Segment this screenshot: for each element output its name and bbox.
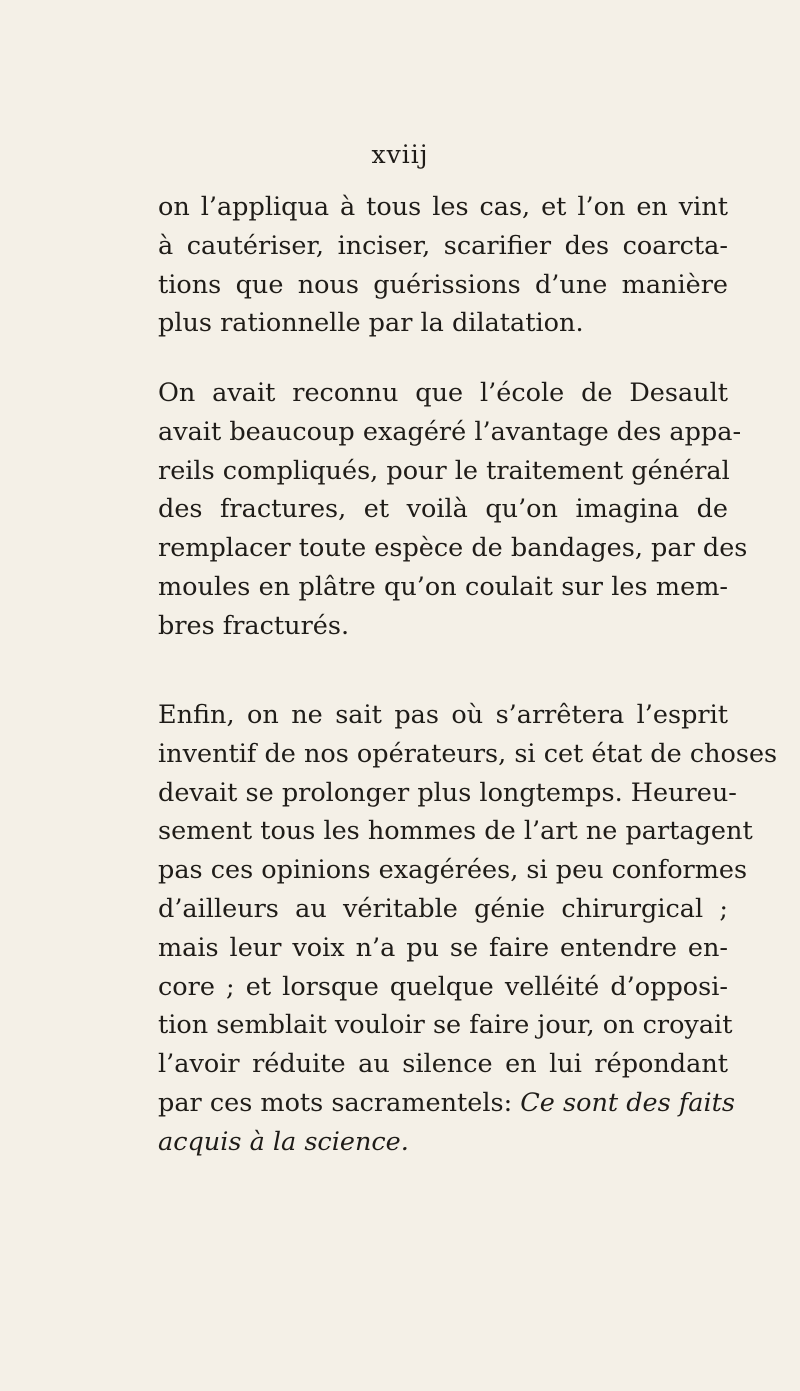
final-line-italic: Ce sont des faits	[520, 1087, 735, 1118]
text-line: tion semblait vouloir se faire jour, on croyait	[158, 1010, 733, 1041]
text-line: moules en plâtre qu’on coulait sur les mem-	[158, 571, 728, 602]
paragraph-1	[158, 188, 728, 343]
text-line: bres fracturés.	[158, 610, 350, 641]
text-line: sement tous les hommes de l’art ne partagent	[158, 816, 753, 847]
text-line: tions que nous guérissions d’une manière	[158, 269, 728, 300]
text-line: des fractures, et voilà qu’on imagina de	[158, 494, 728, 525]
paragraph-3	[158, 696, 778, 1162]
text-line: à cautériser, inciser, scarifier des coarcta-	[158, 230, 728, 261]
text-line: reils compliqués, pour le traitement général	[158, 455, 730, 486]
text-line: mais leur voix n’a pu se faire entendre en-	[158, 932, 728, 963]
text-line: core ; et lorsque quelque velléité d’opposi-	[158, 971, 728, 1002]
text-line: inventif de nos opérateurs, si cet état de choses	[158, 738, 778, 769]
text-line: avait beaucoup exagéré l’avantage des appa-	[158, 416, 742, 447]
closing-italic-line: acquis à la science.	[158, 1126, 409, 1157]
text-line: l’avoir réduite au silence en lui répondant	[158, 1049, 728, 1080]
text-line: remplacer toute espèce de bandages, par des	[158, 533, 748, 564]
text-line-final	[158, 1084, 735, 1123]
text-line: Enfin, on ne sait pas où s’arrêtera l’esprit	[158, 700, 728, 730]
page-number: xviij	[371, 140, 429, 169]
text-line: on l’appliqua à tous les cas, et l’on en vint	[158, 192, 728, 222]
final-line-prefix: par ces mots sacramentels:	[158, 1087, 521, 1118]
paragraph-2	[158, 374, 748, 646]
text-line: devait se prolonger plus longtemps. Heureu-	[158, 777, 737, 808]
text-line: d’ailleurs au véritable génie chirurgical ;	[158, 893, 728, 924]
text-line: plus rationnelle par la dilatation.	[158, 308, 584, 339]
text-line: pas ces opinions exagérées, si peu conformes	[158, 855, 748, 886]
text-line: On avait reconnu que l’école de Desault	[158, 378, 728, 408]
